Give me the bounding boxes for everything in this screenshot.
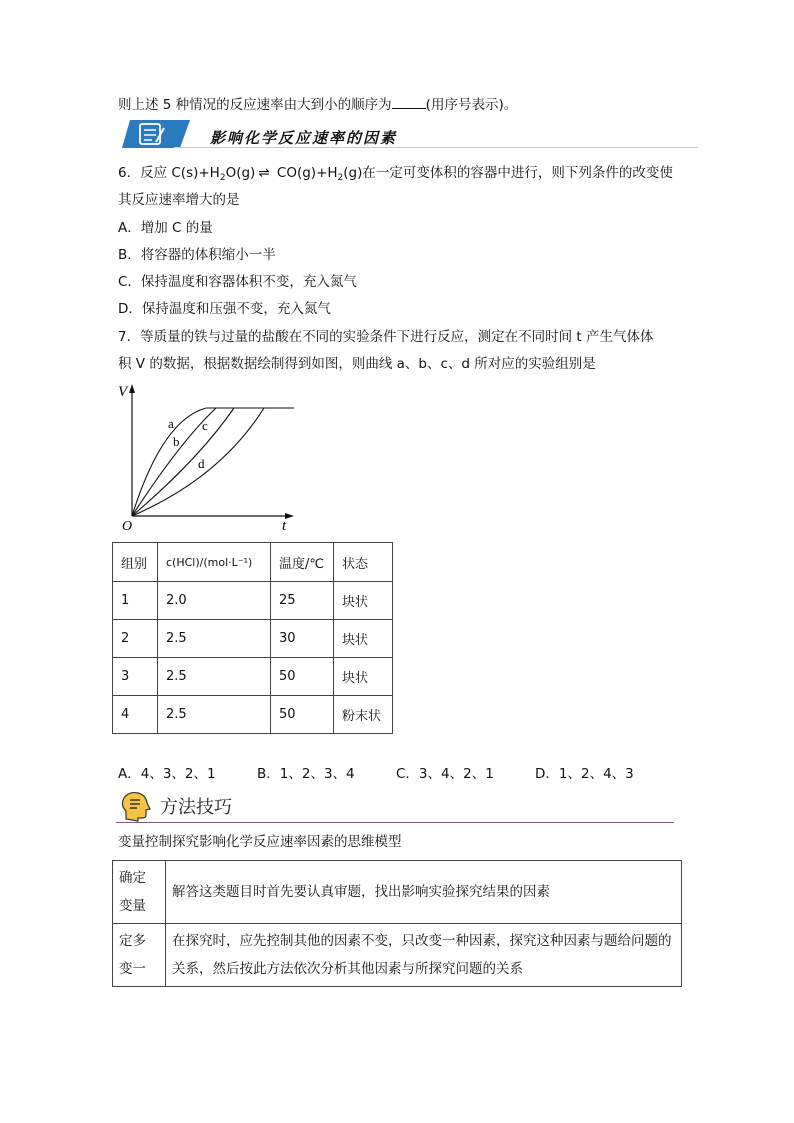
- cell: 3: [113, 658, 158, 696]
- q7-stem: 7．等质量的铁与过量的盐酸在不同的实验条件下进行反应，测定在不同时间 t 产生气体体: [118, 329, 654, 345]
- intro-line: [118, 96, 517, 114]
- cell: 4: [113, 696, 158, 734]
- header-temperature: 温度/℃: [271, 543, 334, 582]
- answer-option-c: C．3、4、2、1: [396, 766, 494, 782]
- q6-option-d: D．保持温度和压强不变，充入氮气: [118, 301, 331, 317]
- method-row: [113, 924, 682, 987]
- origin-label: O: [122, 519, 133, 532]
- q7-stem-line2: 积 V 的数据，根据数据绘制得到如图，则曲线 a、b、c、d 所对应的实验组别是: [118, 356, 596, 372]
- table-row: [113, 620, 393, 658]
- cell: 块状: [334, 658, 393, 696]
- method-value: 在探究时，应先控制其他的因素不变，只改变一种因素，探究这种因素与题给问题的关系，然后按此方法依次分析其他因素与所探究问题的关系: [166, 924, 682, 987]
- cell: 30: [271, 620, 334, 658]
- y-axis-arrow: [129, 384, 135, 393]
- cell: 粉末状: [334, 696, 393, 734]
- table-row: [113, 696, 393, 734]
- table-header-row: [113, 543, 393, 582]
- method-divider: [116, 822, 674, 823]
- q6-part: (g)在一定可变体积的容器中进行，则下列条件的改变使: [343, 165, 673, 181]
- cell: 2.5: [158, 696, 271, 734]
- q6-stem: [118, 164, 673, 187]
- q6-stem-line2: 其反应速率增大的是: [118, 192, 240, 208]
- lightbulb-head-icon: [118, 789, 152, 823]
- cell: 25: [271, 582, 334, 620]
- method-value: 解答这类题目时首先要认真审题，找出影响实验探究结果的因素: [166, 861, 682, 924]
- volume-time-graph: [112, 380, 312, 532]
- curve-label-a: a: [168, 416, 174, 431]
- q6-option-c: C．保持温度和容器体积不变，充入氮气: [118, 274, 357, 290]
- q6-part: CO(g)+H: [272, 165, 338, 181]
- q6-part: O(g): [225, 165, 256, 181]
- q6-part: 6．反应 C(s)+H: [118, 165, 220, 181]
- cell: 2.5: [158, 620, 271, 658]
- q6-option-b: B．将容器的体积缩小一半: [118, 247, 276, 263]
- method-key: 定多变一: [113, 924, 166, 987]
- intro-suffix: (用序号表示)。: [425, 97, 518, 113]
- method-table: [112, 860, 682, 987]
- cell: 块状: [334, 620, 393, 658]
- intro-text: 则上述 5 种情况的反应速率由大到小的顺序为: [118, 97, 392, 113]
- table-row: [113, 582, 393, 620]
- cell: 块状: [334, 582, 393, 620]
- x-axis-arrow: [285, 513, 294, 519]
- section-banner: [122, 116, 698, 152]
- header-concentration: c(HCl)/(mol·L⁻¹): [158, 543, 271, 582]
- equilibrium-arrow: ⇌: [258, 165, 270, 181]
- curve-label-d: d: [198, 456, 205, 471]
- cell: 1: [113, 582, 158, 620]
- curve-label-c: c: [202, 418, 208, 433]
- table-row: [113, 658, 393, 696]
- y-axis-label: V: [118, 384, 128, 400]
- q6-subscript: 2: [337, 173, 344, 183]
- answer-option-b: B．1、2、3、4: [257, 766, 355, 782]
- cell: 50: [271, 658, 334, 696]
- cell: 50: [271, 696, 334, 734]
- x-axis-label: t: [282, 518, 287, 532]
- q6-subscript: 2: [219, 173, 226, 183]
- method-subtitle: 变量控制探究影响化学反应速率因素的思维模型: [118, 834, 402, 850]
- answer-option-d: D．1、2、4、3: [535, 766, 634, 782]
- method-title: 方法技巧: [160, 797, 232, 818]
- curve-label-b: b: [173, 434, 180, 449]
- method-key: 确定变量: [113, 861, 166, 924]
- header-state: 状态: [334, 543, 393, 582]
- cell: 2.5: [158, 658, 271, 696]
- header-group: 组别: [113, 543, 158, 582]
- cell: 2.0: [158, 582, 271, 620]
- q6-option-a: A．增加 C 的量: [118, 220, 213, 236]
- section-title: 影响化学反应速率的因素: [210, 129, 398, 147]
- answer-blank: [392, 96, 426, 109]
- cell: 2: [113, 620, 158, 658]
- experiment-table: [112, 542, 393, 734]
- answer-option-a: A．4、3、2、1: [118, 766, 216, 782]
- method-row: [113, 861, 682, 924]
